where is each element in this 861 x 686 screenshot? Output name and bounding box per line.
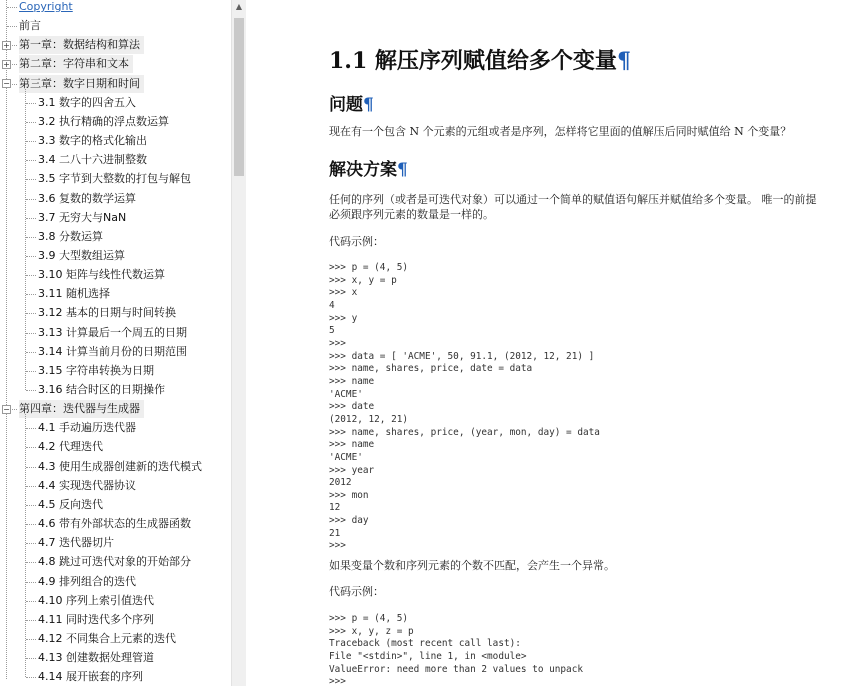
- tree-line: [26, 467, 36, 468]
- tree-line: [26, 562, 36, 563]
- section-heading-solution: [329, 155, 408, 180]
- toc-section-item[interactable]: 4.10 序列上索引值迭代: [38, 593, 154, 607]
- heading-text: 解决方案: [329, 160, 397, 180]
- mismatch-paragraph: 如果变量个数和序列元素的个数不匹配，会产生一个异常。: [329, 559, 615, 572]
- toc-section-item[interactable]: 4.2 代理迭代: [38, 440, 103, 454]
- tree-line: [26, 333, 36, 334]
- tree-line: [26, 543, 36, 544]
- toc-chapter-item[interactable]: 第四章：迭代器与生成器: [19, 400, 144, 418]
- tree-line: [26, 218, 36, 219]
- tree-line: [25, 414, 26, 677]
- toc-chapter-item[interactable]: 第一章：数据结构和算法: [19, 36, 144, 54]
- collapse-toggle-icon[interactable]: −: [3, 404, 10, 414]
- code-example-label: 代码示例：: [329, 235, 384, 248]
- tree-line: [26, 486, 36, 487]
- toc-section-item[interactable]: 4.7 迭代器切片: [38, 536, 114, 550]
- tree-line: [26, 658, 36, 659]
- toc-section-item[interactable]: 3.10 矩阵与线性代数运算: [38, 268, 165, 282]
- toc-section-item[interactable]: 3.14 计算当前月份的日期范围: [38, 344, 187, 358]
- code-example-label: 代码示例：: [329, 585, 384, 598]
- toc-section-item[interactable]: 4.13 创建数据处理管道: [38, 651, 154, 665]
- tree-line: [26, 294, 36, 295]
- tree-line: [26, 199, 36, 200]
- tree-line: [26, 179, 36, 180]
- title-text: 1.1 解压序列赋值给多个变量: [329, 48, 617, 74]
- section-heading-problem: [329, 90, 374, 115]
- toc-section-item[interactable]: 4.3 使用生成器创建新的迭代模式: [38, 459, 202, 473]
- toc-section-item[interactable]: 3.4 二八十六进制整数: [38, 153, 147, 167]
- tree-line: [26, 582, 36, 583]
- collapse-toggle-icon[interactable]: −: [3, 79, 10, 89]
- heading-text: 问题: [329, 95, 363, 115]
- tree-line: [26, 620, 36, 621]
- toc-section-item[interactable]: 3.15 字符串转换为日期: [38, 363, 154, 377]
- code-block: >>> p = (4, 5) >>> x, y = p >>> x 4 >>> y 5 >>> >>> data = [ 'ACME', 50, 91.1, (2012, 12, 21) ] >>> name, shares, price, date = data >>> name 'ACME' >>> date (2012, 12, 21) >>> name, shares, price, (year, mon, day) = data >>> name 'ACME' >>> year 2012 >>> mon 12 >>> day 21 >>>: [329, 262, 600, 552]
- toc-panel: [0, 0, 231, 686]
- toc-section-item[interactable]: 4.1 手动遍历迭代器: [38, 421, 136, 435]
- tree-line: [7, 26, 17, 27]
- tree-line: [7, 7, 17, 8]
- toc-section-item[interactable]: 3.5 字节到大整数的打包与解包: [38, 172, 191, 186]
- toc-section-item[interactable]: 4.12 不同集合上元素的迭代: [38, 631, 176, 645]
- toc-section-item[interactable]: 3.1 数字的四舍五入: [38, 95, 136, 109]
- toc-section-item[interactable]: 3.9 大型数组运算: [38, 248, 125, 262]
- toc-section-item[interactable]: 3.3 数字的格式化输出: [38, 134, 147, 148]
- tree-line: [26, 237, 36, 238]
- tree-line: [26, 447, 36, 448]
- problem-paragraph: 现在有一个包含 N 个元素的元组或者是序列，怎样将它里面的值解压后同时赋值给 N 个变量？: [329, 125, 792, 138]
- tree-line: [6, 0, 7, 679]
- tree-line: [25, 89, 26, 390]
- pilcrow-link-icon[interactable]: ¶: [616, 48, 631, 74]
- toc-section-item[interactable]: 前言: [19, 19, 41, 33]
- toc-section-item[interactable]: 4.8 跳过可迭代对象的开始部分: [38, 555, 191, 569]
- tree-line: [26, 677, 36, 678]
- tree-line: [26, 639, 36, 640]
- tree-line: [26, 122, 36, 123]
- tree-line: [26, 524, 36, 525]
- tree-line: [26, 428, 36, 429]
- toc-chapter-item[interactable]: 第二章：字符串和文本: [19, 55, 133, 73]
- toc-section-item[interactable]: 3.12 基本的日期与时间转换: [38, 306, 176, 320]
- toc-scrollbar[interactable]: [231, 0, 246, 686]
- tree-line: [26, 390, 36, 391]
- tree-line: [26, 371, 36, 372]
- toc-section-item[interactable]: 3.16 结合时区的日期操作: [38, 383, 165, 396]
- toc-section-item[interactable]: 3.6 复数的数学运算: [38, 191, 136, 205]
- solution-paragraph-line-1: 任何的序列（或者是可迭代对象）可以通过一个简单的赋值语句解压并赋值给多个变量。 唯一的前提: [329, 193, 817, 206]
- tree-line: [26, 313, 36, 314]
- tree-line: [26, 601, 36, 602]
- tree-line: [26, 352, 36, 353]
- pilcrow-link-icon[interactable]: ¶: [397, 160, 408, 180]
- toc-section-item[interactable]: 4.6 带有外部状态的生成器函数: [38, 517, 191, 531]
- solution-paragraph-line-2: 必须跟序列元素的数量是一样的。: [329, 208, 494, 221]
- tree-line: [26, 103, 36, 104]
- toc-section-item[interactable]: 4.14 展开嵌套的序列: [38, 670, 143, 684]
- code-block: >>> p = (4, 5) >>> x, y, z = p Traceback (most recent call last): File "<stdin>", line 1, in <module> ValueError: need more than 2 values to unpack >>>: [329, 613, 583, 686]
- toc-section-item[interactable]: 4.4 实现迭代器协议: [38, 478, 136, 492]
- tree-line: [26, 505, 36, 506]
- toc-section-item[interactable]: 4.9 排列组合的迭代: [38, 574, 136, 588]
- toc-link-item[interactable]: Copyright: [19, 0, 73, 13]
- toc-section-item[interactable]: 3.11 随机选择: [38, 287, 110, 301]
- toc-section-item[interactable]: 3.8 分数运算: [38, 229, 103, 243]
- scroll-up-arrow-icon[interactable]: ▲: [235, 2, 243, 11]
- tree-line: [26, 141, 36, 142]
- expand-toggle-icon[interactable]: +: [3, 40, 10, 50]
- tree-line: [26, 275, 36, 276]
- page-title: [329, 44, 631, 75]
- content-pane: [247, 0, 861, 686]
- toc-chapter-item[interactable]: 第三章：数字日期和时间: [19, 75, 144, 93]
- toc-section-item[interactable]: 3.13 计算最后一个周五的日期: [38, 325, 187, 339]
- tree-line: [26, 160, 36, 161]
- expand-toggle-icon[interactable]: +: [3, 59, 10, 69]
- toc-section-item[interactable]: 3.7 无穷大与NaN: [38, 210, 127, 224]
- toc-section-item[interactable]: 4.5 反向迭代: [38, 497, 103, 511]
- toc-section-item[interactable]: 4.11 同时迭代多个序列: [38, 612, 154, 626]
- pilcrow-link-icon[interactable]: ¶: [363, 95, 374, 115]
- scrollbar-thumb[interactable]: [234, 18, 244, 176]
- tree-line: [26, 256, 36, 257]
- toc-section-item[interactable]: 3.2 执行精确的浮点数运算: [38, 114, 169, 128]
